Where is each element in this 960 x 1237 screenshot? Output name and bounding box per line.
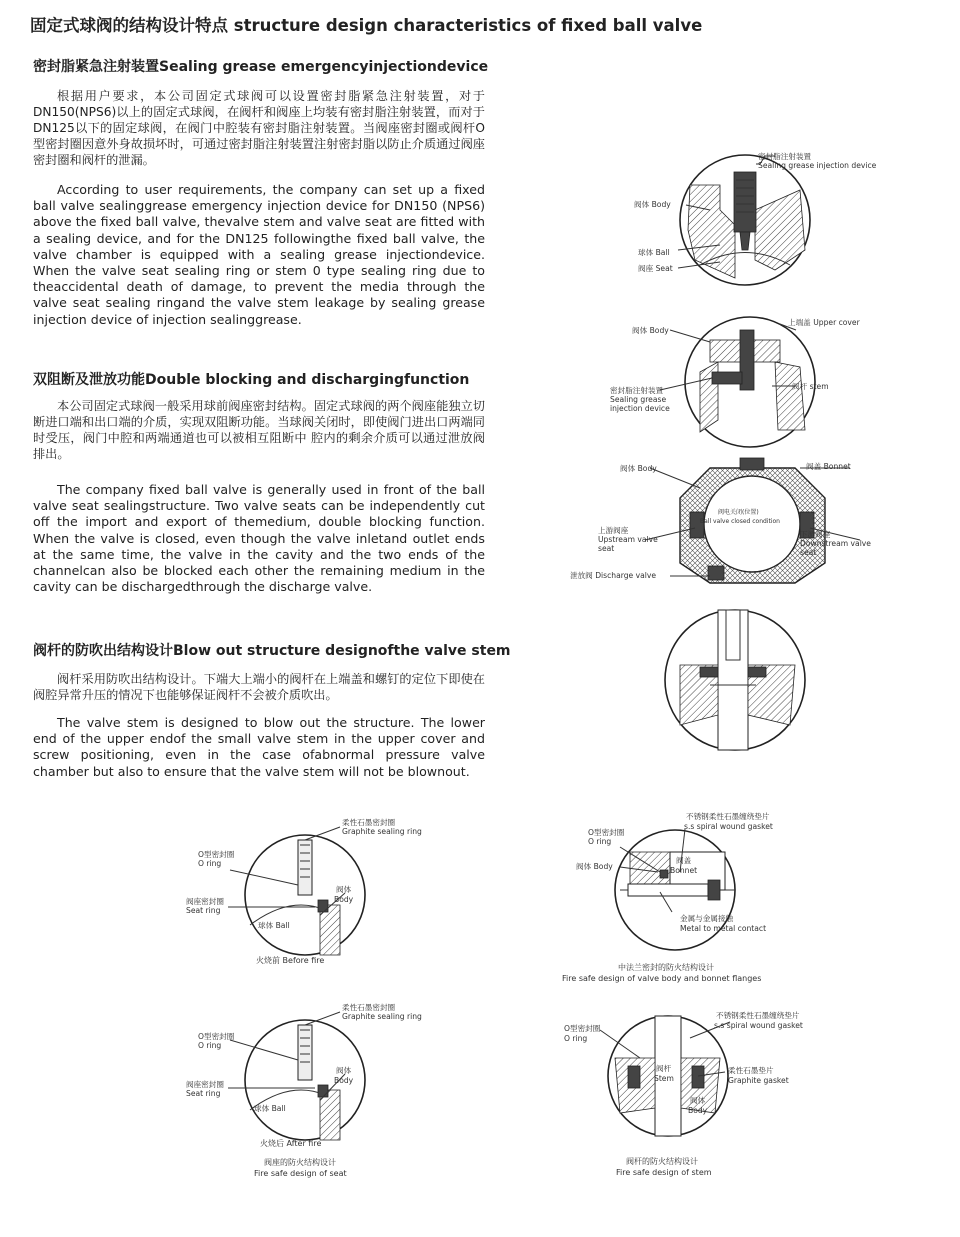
label-ball: 球体 Ball [638, 248, 670, 257]
seat-before-fire-drawing [180, 815, 460, 970]
paragraph-en: The valve stem is designed to blow out the structure. The lower end of the upper endof the small valve stem in the upper cover and screw positioning, even in the case ofabnormal pressure valve chamber but also to ensure that the valve stem will not be blownout. [33, 715, 485, 779]
label-metal-en: Metal to metal contact [680, 924, 767, 933]
section-blow-out-body [33, 671, 485, 780]
caption-title-en: Fire safe design of seat [254, 1169, 347, 1178]
label-upper-cover: 上端盖 Upper cover [788, 318, 860, 327]
diagram-seat-injection [600, 150, 920, 300]
label-body-en: Body [688, 1106, 708, 1115]
label-graphite-cn: 柔性石墨密封圈 [342, 1003, 396, 1012]
diagram-stem-fire-safe [560, 1008, 840, 1183]
label-gasket-cn: 不锈钢柔性石墨缠绕垫片 [686, 812, 770, 821]
label-oring-cn: O型密封圈 [198, 1032, 235, 1041]
section-heading-blow-out: 阀杆的防吹出结构设计Blow out structure designofthe valve stem [33, 643, 511, 659]
blow-out-stem-drawing [660, 605, 810, 755]
label-injector-en-1: Sealing grease [610, 395, 667, 404]
label-stem-cn: 阀杆 [656, 1064, 672, 1073]
label-body-cn: 阀体 [336, 885, 352, 894]
page-title: 固定式球阀的结构设计特点 structure design characteristics of fixed ball valve [30, 16, 703, 35]
label-seatring-cn: 阀座密封圈 [186, 897, 224, 906]
label-discharge: 泄放阀 Discharge valve [570, 571, 657, 580]
diagram-seat-before-fire [180, 815, 460, 970]
caption-after-fire: 火烧后 After fire [260, 1139, 322, 1148]
caption-title-cn: 中法兰密封的防火结构设计 [618, 963, 714, 972]
label-oring-cn: O型密封圈 [588, 828, 625, 837]
label-seatring-cn: 阀座密封圈 [186, 1080, 224, 1089]
label-oring-en: O ring [198, 859, 222, 868]
paragraph-cn: 本公司固定式球阀一般采用球前阀座密封结构。固定式球阀的两个阀座能独立切断进口端和出口端的介质，实现双阻断功能。当球阀关闭时，即使阀门进出口两端同时受压，阀门中腔和两端通道也可以被相互阻断中 腔内的剩余介质可以通过泄放阀排出。 [33, 399, 485, 461]
diagram-seat-after-fire [180, 1000, 460, 1185]
label-body-cn: 阀体 [690, 1096, 706, 1105]
label-upstream-cn: 上游阀座 [598, 526, 629, 535]
label-graphite-cn: 柔性石墨垫片 [728, 1066, 774, 1075]
label-bonnet: 阀盖 Bonnet [806, 462, 851, 471]
caption-title-en: Fire safe design of valve body and bonnet flanges [562, 974, 762, 983]
label-bonnet-en: Bonnet [670, 866, 698, 875]
label-injector-cn: 密封脂注射装置 [610, 386, 664, 395]
section-double-blocking-body [33, 398, 485, 595]
caption-title-cn: 阀杆的防火结构设计 [626, 1157, 698, 1166]
label-body: 阀体 Body [634, 200, 671, 209]
section-heading-grease-injection: 密封脂紧急注射装置Sealing grease emergencyinjectiondevice [33, 59, 489, 75]
label-oring-cn: O型密封圈 [198, 850, 235, 859]
label-body: 阀体 Body [576, 862, 613, 871]
label-injector-cn: 密封脂注射装置 [758, 152, 812, 161]
label-body: 阀体 Body [632, 326, 669, 335]
section-grease-injection-body [33, 88, 485, 328]
label-oring-cn: O型密封圈 [564, 1024, 601, 1033]
section-heading-double-blocking: 双阻断及泄放功能Double blocking and dischargingfunction [33, 372, 470, 388]
paragraph-cn: 根据用户要求，本公司固定式球阀可以设置密封脂紧急注射装置，对于DN150(NPS6)以上的固定式球阀，在阀杆和阀座上均装有密封脂注射装置，而对于DN125以下的固定球阀，在阀门中腔装有密封脂注射装置。当阀座密封圈或阀杆O型密封圈因意外身故损坏时，可通过密封脂注射装置注射密封脂以防止介质通过阀座密封圈和阀杆的泄漏。 [33, 89, 485, 167]
caption-title-en: Fire safe design of stem [616, 1168, 712, 1177]
label-bonnet-cn: 阀盖 [676, 856, 692, 865]
label-seatring-en: Seat ring [186, 906, 221, 915]
label-injector-en-2: injection device [610, 404, 670, 413]
diagram-blow-out-stem [660, 605, 810, 755]
label-gasket-cn: 不锈钢柔性石墨缠绕垫片 [716, 1011, 800, 1020]
paragraph-en: The company fixed ball valve is generally used in front of the ball valve seat sealingstructure. Two valve seats can be independently cut off the import and export of themedium, double blocking function. When the valve is closed, even though the valve inletand outlet ends at the same time, the valve in the cavity and the two ends of the channelcan also be blocked each other the remaining medium in the cavity can be dischargedthrough the discharge valve. [33, 482, 485, 595]
label-graphite-en: Graphite gasket [728, 1076, 789, 1085]
label-body-en: Body [334, 1076, 354, 1085]
label-downstream-en-1: Downstream valve [800, 539, 871, 548]
label-gasket-en: s.s spiral wound gasket [684, 822, 773, 831]
paragraph-cn: 阀杆采用防吹出结构设计。下端大上端小的阀杆在上端盖和螺钉的定位下即使在阀腔异常升压的情况下也能够保证阀杆不会被介质吹出。 [33, 672, 485, 702]
label-metal-cn: 金属与金属接触 [680, 914, 734, 923]
label-body-cn: 阀体 [336, 1066, 352, 1075]
caption-before-fire: 火烧前 Before fire [256, 956, 325, 965]
seat-injection-drawing [600, 150, 920, 300]
label-upstream-en-2: seat [598, 544, 615, 553]
label-graphite-en: Graphite sealing ring [342, 1012, 422, 1021]
label-seatring-en: Seat ring [186, 1089, 221, 1098]
label-downstream-en-2: seat [800, 548, 817, 557]
label-gasket-en: s.s spiral wound gasket [714, 1021, 803, 1030]
diagram-upper-cover [600, 312, 920, 452]
diagram-flange-fire-safe [560, 812, 830, 992]
label-graphite-cn: 柔性石墨密封圈 [342, 818, 396, 827]
label-body-en: Body [334, 895, 354, 904]
diagram-double-block [560, 458, 940, 588]
paragraph-en: According to user requirements, the company can set up a fixed ball valve sealinggrease emergency injection device for DN150 (NPS6) above the fixed ball valve, thevalve stem and valve seat are fitted with a sealing device, and for the DN125 followingthe fixed ball valve, the valve chamber is equipped with a sealing grease injectiondevice. When the valve seat sealing ring or stem 0 type sealing ring due to theaccidental death of damage, to prevent the media through the valve seat sealing ringand the valve stem leakage by sealing grease injection device of injection sealinggrease. [33, 182, 485, 327]
caption-title-cn: 阀座的防火结构设计 [264, 1158, 336, 1167]
label-oring-en: O ring [588, 837, 612, 846]
label-closed-cn: 阀电关闭(位置) [718, 509, 759, 516]
label-upstream-en-1: Upstream valve [598, 535, 658, 544]
label-ball: 球体 Ball [254, 1104, 286, 1113]
label-oring-en: O ring [198, 1041, 222, 1050]
label-seat: 阀座 Seat [638, 264, 673, 273]
label-downstream-cn: 下游阀座 [800, 530, 831, 539]
label-graphite-en: Graphite sealing ring [342, 827, 422, 836]
label-body: 阀体 Body [620, 464, 657, 473]
label-oring-en: O ring [564, 1034, 588, 1043]
label-stem-en: Stem [654, 1074, 674, 1083]
label-ball: 球体 Ball [258, 921, 290, 930]
label-injector-en: Sealing grease injection device [758, 161, 877, 170]
label-stem: 阀杆 stem [792, 382, 829, 391]
label-closed-en: Ball valve closed condition [700, 518, 780, 525]
